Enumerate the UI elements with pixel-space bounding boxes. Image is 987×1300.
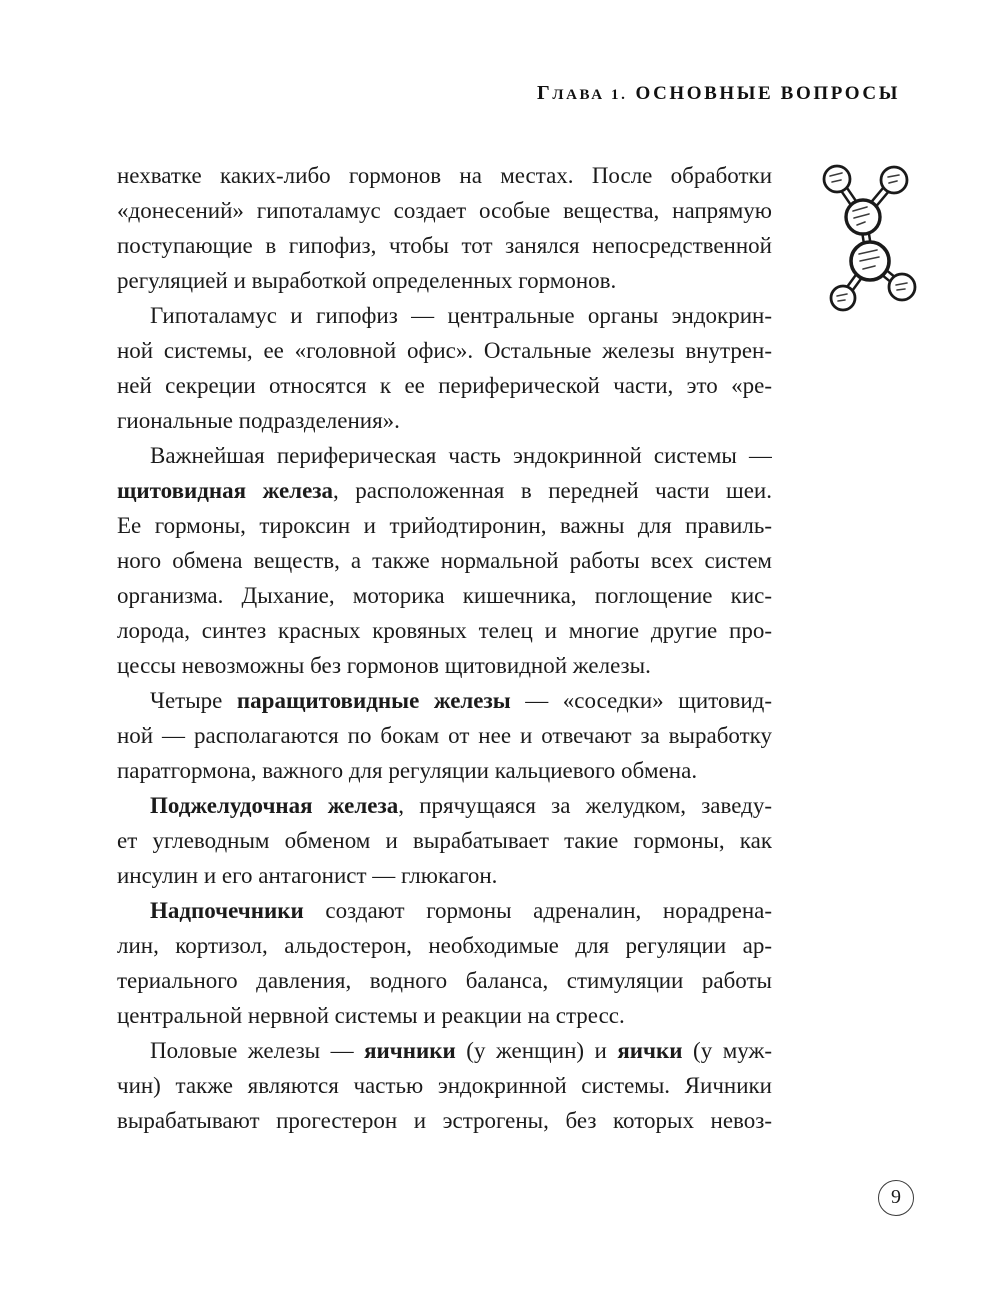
molecule-illustration	[805, 148, 925, 323]
paragraph	[117, 1033, 772, 1138]
text-line: инсулин и его антагонист — глюкагон.	[117, 863, 498, 888]
text-line: паратгормона, важного для регуляции кальциевого обмена.	[117, 758, 698, 783]
text-line: гиональные подразделения».	[117, 408, 400, 433]
text-line: цессы невозможны без гормонов щитовидной железы.	[117, 653, 651, 678]
text-line: «донесений» гипоталамус создает особые вещества, напрямую	[117, 198, 772, 223]
text-line: Ее гормоны, тироксин и трийодтиронин, важны для правиль-	[117, 513, 772, 538]
text-line: ней секреции относятся к ее периферической части, это «ре-	[117, 373, 772, 398]
text-line: лорода, синтез красных кровяных телец и многие другие про-	[117, 618, 772, 643]
text-line: ной — располагаются по бокам от нее и отвечают за выработку	[117, 723, 772, 748]
text-line: Надпочечники создают гормоны адреналин, норадрена-	[150, 898, 772, 923]
paragraph	[117, 158, 772, 298]
paragraph	[117, 683, 772, 788]
chapter-label: ГЛАВА 1.	[537, 82, 628, 104]
body-text	[117, 158, 772, 1138]
page-number-badge	[878, 1180, 914, 1216]
paragraph	[117, 438, 772, 683]
text-line: чин) также являются частью эндокринной системы. Яичники	[117, 1073, 772, 1098]
text-line: организма. Дыхание, моторика кишечника, поглощение кис-	[117, 583, 772, 608]
text-line: ного обмена веществ, а также нормальной работы всех систем	[117, 548, 772, 573]
text-line: вырабатывают прогестерон и эстрогены, без которых невоз-	[117, 1108, 772, 1133]
chapter-header	[537, 82, 900, 105]
text-line: ной системы, ее «головной офис». Остальные железы внутрен-	[117, 338, 772, 363]
paragraph	[117, 893, 772, 1033]
text-line: щитовидная железа, расположенная в передней части шеи.	[117, 478, 772, 503]
chapter-title: ОСНОВНЫЕ ВОПРОСЫ	[635, 83, 900, 104]
text-line: Половые железы — яичники (у женщин) и яички (у муж-	[150, 1038, 772, 1063]
text-line: териального давления, водного баланса, стимуляции работы	[117, 968, 772, 993]
page-number: 9	[891, 1186, 901, 1208]
paragraph	[117, 788, 772, 893]
text-line: Поджелудочная железа, прячущаяся за желудком, заведу-	[150, 793, 772, 818]
text-line: лин, кортизол, альдостерон, необходимые для регуляции ар-	[117, 933, 772, 958]
text-line: Гипоталамус и гипофиз — центральные органы эндокрин-	[150, 303, 772, 328]
text-line: поступающие в гипофиз, чтобы тот занялся непосредственной	[117, 233, 772, 258]
text-line: регуляцией и выработкой определенных гормонов.	[117, 268, 617, 293]
paragraph	[117, 298, 772, 438]
text-line: Важнейшая периферическая часть эндокринной системы —	[150, 443, 772, 468]
text-line: Четыре паращитовидные железы — «соседки» щитовид-	[150, 688, 772, 713]
text-line: ет углеводным обменом и вырабатывает такие гормоны, как	[117, 828, 772, 853]
text-line: центральной нервной системы и реакции на стресс.	[117, 1003, 625, 1028]
text-line: нехватке каких-либо гормонов на местах. После обработки	[117, 163, 772, 188]
